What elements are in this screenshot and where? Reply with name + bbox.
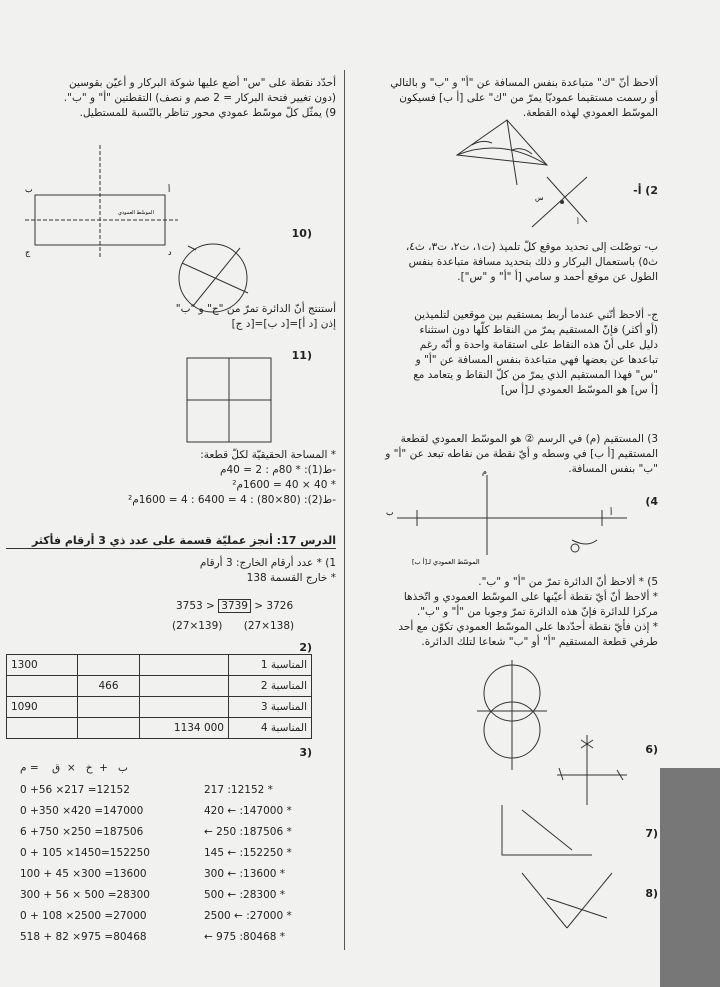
calc-right: ← 250 :187506 * — [204, 826, 292, 838]
text-line: أستنتج أنّ الدائرة تمرّ من "ج" و "ب" — [175, 303, 336, 315]
calc-left: 100 + 45 ×300 =13600 — [20, 868, 147, 880]
label-a: أ — [168, 185, 171, 194]
q4-caption: الموسّط العمودي لـ[أ ب] — [412, 558, 480, 566]
table-cell — [78, 697, 140, 718]
calc-left: 0 + 105 ×1450=152250 — [20, 847, 150, 859]
table-cell — [140, 676, 229, 697]
ineq-sub-right: (27×138) — [243, 620, 295, 632]
q8-label: (8 — [645, 887, 658, 900]
square-division-figure — [185, 356, 275, 448]
text-line: الطول عن موقع أحمد و سامي [أ "أ" و "س"]. — [457, 271, 658, 283]
area-line: -ط(1): * 80م : 2 = 40م — [219, 464, 336, 476]
calc-left: 0 + 108 ×2500 =27000 — [20, 910, 147, 922]
row-label: المناسبة 4 — [229, 718, 312, 739]
label-j: ج — [25, 248, 31, 257]
text-line: 3) المستقيم (م) في الرسم ② هو الموسّط العمودي لقطعة — [400, 433, 658, 445]
table-row — [7, 697, 312, 718]
figure-8 — [512, 858, 622, 938]
text-line: دليل على أنّ هذه النقاط على استقامة واحدة و أنّه رغم — [419, 339, 658, 351]
area-section — [6, 448, 336, 508]
calc-right: 300 ← :13600 * — [204, 868, 286, 880]
text-line: المستقيم [أ ب] في وسطه و أيّ نقطة من نقاطه تبعد عن "أ" و — [385, 448, 658, 460]
area-line: -ط(2): (80×80) : 4 = 6400 : 4 = 1600م² — [127, 494, 336, 506]
rectangle-symmetry-figure — [20, 140, 180, 260]
calc-header — [20, 762, 128, 774]
row-label: المناسبة 2 — [229, 676, 312, 697]
q2-left-label: (2 — [299, 641, 312, 654]
text-line: تباعدها عن بعضها فهي متباعدة بنفس المسافة عن "أ" و — [415, 354, 658, 366]
table-cell — [78, 718, 140, 739]
table-row — [7, 718, 312, 739]
calc-left: 518 + 82 ×975 =80468 — [20, 931, 147, 943]
table-cell — [140, 655, 229, 676]
calc-right: 217 :12152 * — [204, 784, 273, 796]
text-line: أحدّد نقطة على "س" أضع عليها شوكة البركار و أعيّن بقوسين — [68, 77, 336, 89]
q6-label: (6 — [645, 743, 658, 756]
q3-left-label: (3 — [299, 746, 312, 759]
text-line: ألاحظ أنّ "ك" متباعدة بنفس المسافة عن "أ" و "ب" و بالتالي — [390, 77, 658, 89]
q4-label: 4) — [645, 495, 658, 508]
header-plus: + — [99, 762, 108, 774]
label-a: أ — [610, 508, 613, 517]
label-b: ب — [386, 508, 394, 517]
ineq-right: > 3726 — [254, 600, 294, 612]
table-cell: 1134 000 — [140, 718, 229, 739]
header-b: ب — [118, 762, 128, 774]
text-line: إذن [د أ]=[د ب]=[د ج] — [231, 318, 336, 330]
text-line: الموسّط العمودي لهذه القطعة. — [522, 107, 658, 119]
header-m: م — [20, 762, 27, 774]
occasions-table — [6, 654, 312, 739]
table-row — [7, 676, 312, 697]
calc-right: 2500 ← :27000 * — [204, 910, 292, 922]
page-edge-tab — [660, 768, 720, 987]
inequality — [176, 600, 293, 612]
text-line: مركزا للدائرة فإنّ هذه الدائرة تمرّ وجوبا من "أ" و "ب". — [416, 606, 658, 618]
row-label: المناسبة 3 — [229, 697, 312, 718]
q5-text — [362, 575, 658, 650]
figure-6 — [547, 730, 637, 810]
svg-text:أ: أ — [577, 218, 579, 226]
left-intro — [6, 76, 336, 121]
segment-bisector-figure-4 — [382, 467, 632, 570]
header-q: ق — [52, 762, 61, 774]
calc-left: 0 +350 ×420 =147000 — [20, 805, 144, 817]
q7-label: (7 — [645, 827, 658, 840]
table-cell — [78, 655, 140, 676]
label-d: د — [168, 248, 172, 257]
q2-label: 2) أ- — [633, 184, 658, 197]
header-eq: = — [29, 762, 39, 774]
table-cell — [7, 676, 78, 697]
label-m: م — [482, 467, 487, 476]
header-x: × — [66, 762, 76, 774]
area-line: * 40 × 40 = 1600م² — [232, 479, 336, 491]
svg-text:س: س — [535, 194, 544, 202]
calc-left: 6 +750 ×250 =187506 — [20, 826, 144, 838]
q10-text — [6, 302, 336, 332]
text-line: ب- توصّلت إلى تحديد موقع كلّ تلميذ (ت١، ت٢، ت٣، ث٤، — [405, 241, 658, 253]
column-divider — [344, 70, 345, 950]
row-label: المناسبة 1 — [229, 655, 312, 676]
lesson-title: الدرس 17: أنجز عمليّة قسمة على عدد ذي 3 أرقام فأكثر — [6, 533, 336, 549]
header-kh: خ — [85, 762, 93, 774]
text-line: أو رسمت مستقيما عموديّا يمرّ من "ك" على [أ ب] فسيكون — [399, 92, 658, 104]
table-row — [7, 655, 312, 676]
calc-left: 300 + 56 × 500 =28300 — [20, 889, 150, 901]
text-line: * إذن فأيّ نقطة أحدّدها على الموسّط العمودي تكوّن مع أحد — [398, 621, 658, 633]
calc-right: 500 ← :28300 * — [204, 889, 286, 901]
calc-right: 145 ← :152250 * — [204, 847, 292, 859]
text-line: * خارج القسمة 138 — [246, 572, 336, 584]
text-line: "ب" بنفس المسافة. — [568, 463, 658, 475]
left-column — [0, 0, 340, 987]
text-line: * ألاحظ أنّ أيّ نقطة أعيّنها على الموسّط العمودي و اتّخذها — [403, 591, 658, 603]
calc-right: 420 ← :147000 * — [204, 805, 292, 817]
right-column — [362, 0, 658, 987]
text-line: [أ س] هو الموسّط العمودي لـ[أ س] — [500, 384, 658, 396]
table-cell: 1300 — [7, 655, 78, 676]
text-line: 1) * عدد أرقام الخارج: 3 أرقام — [199, 557, 336, 569]
calc-right: ← 975 :80468 * — [204, 931, 286, 943]
q2c-text — [362, 308, 658, 398]
text-line: ث٥) باستعمال البركار و ذلك بتحديد مسافة متباعدة بنفس — [408, 256, 658, 268]
text-line: (دون تغيير فتحة البركار = 2 صم و نصف) التقطتين "أ" و "ب". — [63, 92, 336, 104]
table-cell: 466 — [78, 676, 140, 697]
text-line: "س" فهذا المستقيم الذي يمرّ من كلّ النقاط و يتعامد مع — [413, 369, 658, 381]
text-line: 9) يمثّل كلّ موسّط عمودي محور تناظر بالنّسبة للمستطيل. — [79, 107, 336, 119]
ineq-box: 3739 — [218, 599, 251, 613]
ineq-sub-left: (27×139) — [172, 620, 223, 632]
inequality-sub — [172, 620, 294, 632]
ineq-left: 3753 > — [176, 600, 215, 612]
text-line: طرفي قطعة المستقيم "أ" أو "ب" شعاعا لتلك الدائرة. — [421, 636, 658, 648]
area-title: * المساحة الحقيقيّة لكلّ قطعة: — [200, 449, 336, 461]
q2b-text — [362, 240, 658, 285]
table-cell — [140, 697, 229, 718]
text-line: (أو أكثر) فإنّ المستقيم يمرّ من النقاط كلّها دون استثناء — [419, 324, 658, 336]
table-cell: 1090 — [7, 697, 78, 718]
q11-label: (11 — [291, 349, 312, 362]
circles-figure — [472, 655, 552, 775]
text-line: ج- ألاحظ أنّني عندما أربط بمستقيم بين موقعين لتلميذين — [414, 309, 658, 321]
calc-left: 0 +56 ×217 =12152 — [20, 784, 130, 796]
division-intro — [6, 556, 336, 586]
perpendicular-bisector-figure-2 — [527, 172, 597, 232]
bisector-label: الموسّط العمودي — [118, 210, 154, 216]
label-b: ب — [25, 185, 33, 194]
q10-label: (10 — [291, 227, 312, 240]
table-cell — [7, 718, 78, 739]
text-line: 5) * ألاحظ أنّ الدائرة تمرّ من "أ" و "ب". — [478, 576, 658, 588]
